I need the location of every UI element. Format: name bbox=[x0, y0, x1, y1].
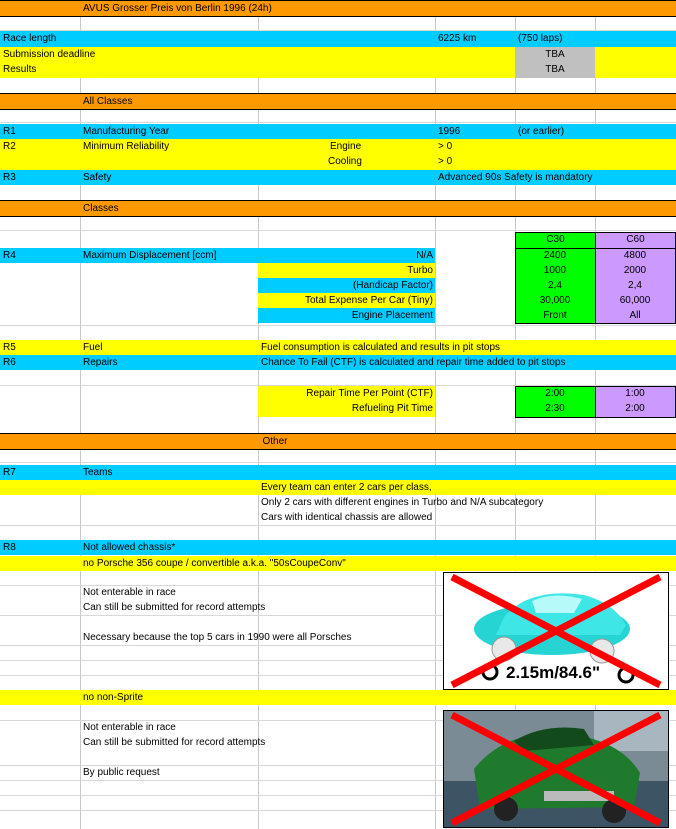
rule-value: Fuel consumption is calculated and results in pit stops bbox=[261, 342, 501, 353]
r7-line-1 bbox=[0, 480, 676, 495]
engine-value: > 0 bbox=[438, 141, 453, 152]
porsche-heading-row bbox=[0, 556, 676, 571]
rule-id: R8 bbox=[3, 542, 16, 553]
section-classes bbox=[0, 200, 676, 217]
spec-c30: Front bbox=[543, 310, 567, 321]
rule-id: R3 bbox=[3, 172, 16, 183]
cooling-value: > 0 bbox=[438, 156, 453, 167]
section-all-classes-label: All Classes bbox=[83, 96, 133, 107]
r6-row bbox=[0, 355, 676, 370]
race-length-row bbox=[0, 31, 676, 47]
spec-c30: 2400 bbox=[543, 250, 567, 261]
porsche-image-caption: 2.15m/84.6" bbox=[506, 663, 601, 682]
sprite-note: By public request bbox=[83, 767, 160, 778]
rule-label: Teams bbox=[83, 467, 113, 478]
rule-note: (or earlier) bbox=[518, 126, 565, 137]
race-length-km: 6225 km bbox=[438, 33, 477, 44]
page-title: AVUS Grosser Preis von Berlin 1996 (24h) bbox=[83, 3, 272, 14]
r3-row bbox=[0, 170, 676, 185]
rule-label: Minimum Reliability bbox=[83, 141, 170, 152]
spec-c30: 2,4 bbox=[548, 280, 562, 291]
section-all-classes bbox=[0, 93, 676, 110]
class-header-label: C60 bbox=[626, 234, 645, 245]
r5-row bbox=[0, 340, 676, 355]
rule-label: Repairs bbox=[83, 357, 118, 368]
rule-value: 1996 bbox=[438, 126, 461, 137]
rule-label: Maximum Displacement [ccm] bbox=[83, 250, 217, 261]
rule-id: R6 bbox=[3, 357, 16, 368]
r7-row bbox=[0, 465, 676, 480]
section-classes-label: Classes bbox=[83, 203, 119, 214]
sprite-note: Not enterable in race bbox=[83, 722, 176, 733]
team-rule-line: Cars with identical chassis are allowed bbox=[261, 512, 433, 523]
spec-c60: All bbox=[629, 310, 641, 321]
rule-id: R7 bbox=[3, 467, 16, 478]
sprite-heading-row bbox=[0, 690, 676, 705]
spec-c30: 1000 bbox=[543, 265, 567, 276]
section-other bbox=[0, 433, 676, 450]
pit-label: Repair Time Per Point (CTF) bbox=[306, 388, 433, 399]
submission-label: Submission deadline bbox=[3, 49, 96, 60]
pit-c30: 2:30 bbox=[545, 403, 565, 414]
r4-block bbox=[0, 248, 676, 324]
porsche-heading: no Porsche 356 coupe / convertible a.k.a. "50sCoupeConv" bbox=[83, 558, 346, 569]
spec-label: Total Expense Per Car (Tiny) bbox=[304, 295, 433, 306]
spec-c60: 2000 bbox=[623, 265, 647, 276]
class-header-c60 bbox=[595, 232, 676, 249]
spec-label: Turbo bbox=[407, 265, 433, 276]
spec-c60: 4800 bbox=[623, 250, 647, 261]
r8-row bbox=[0, 540, 676, 555]
rule-id: R2 bbox=[3, 141, 16, 152]
class-header-label: C30 bbox=[546, 234, 565, 245]
spec-label: Engine Placement bbox=[351, 310, 433, 321]
r1-row bbox=[0, 124, 676, 139]
pit-c30: 2:00 bbox=[545, 388, 565, 399]
green-car-image bbox=[443, 710, 669, 828]
title-row bbox=[0, 0, 676, 17]
submission-row bbox=[0, 47, 676, 78]
porsche-note: Necessary because the top 5 cars in 1990 were all Porsches bbox=[83, 632, 352, 643]
rule-label: Fuel bbox=[83, 342, 103, 353]
rule-label: Safety bbox=[83, 172, 112, 183]
sprite-note: Can still be submitted for record attempts bbox=[83, 737, 266, 748]
spec-c30: 30,000 bbox=[539, 295, 571, 306]
spec-c60: 60,000 bbox=[619, 295, 651, 306]
r2-row bbox=[0, 139, 676, 170]
cooling-label: Cooling bbox=[328, 156, 362, 167]
pit-block bbox=[0, 386, 676, 418]
race-length-label: Race length bbox=[3, 33, 57, 44]
green-car-drawing bbox=[444, 711, 668, 827]
porsche-356-image bbox=[443, 572, 669, 690]
rule-id: R1 bbox=[3, 126, 16, 137]
class-header-c30 bbox=[515, 232, 596, 249]
section-other-label: Other bbox=[262, 436, 288, 447]
rule-id: R5 bbox=[3, 342, 16, 353]
spec-label: (Handicap Factor) bbox=[352, 280, 433, 291]
rule-label: Manufacturing Year bbox=[83, 126, 170, 137]
race-length-laps: (750 laps) bbox=[518, 33, 563, 44]
team-rule-line: Only 2 cars with different engines in Turbo and N/A subcategory bbox=[261, 497, 544, 508]
submission-value: TBA bbox=[545, 49, 565, 60]
spec-label: N/A bbox=[416, 250, 433, 261]
pit-c60: 1:00 bbox=[625, 388, 645, 399]
rule-label: Not allowed chassis* bbox=[83, 542, 176, 553]
team-rule-line: Every team can enter 2 cars per class, bbox=[261, 482, 432, 493]
porsche-note: Can still be submitted for record attempts bbox=[83, 602, 266, 613]
results-value: TBA bbox=[545, 64, 565, 75]
results-label: Results bbox=[3, 64, 37, 75]
pit-c60: 2:00 bbox=[625, 403, 645, 414]
rule-value: Advanced 90s Safety is mandatory bbox=[438, 172, 593, 183]
rule-value: Chance To Fail (CTF) is calculated and repair time added to pit stops bbox=[261, 357, 566, 368]
spec-c60: 2,4 bbox=[628, 280, 642, 291]
engine-label: Engine bbox=[330, 141, 362, 152]
pit-label: Refueling Pit Time bbox=[351, 403, 433, 414]
porsche-note: Not enterable in race bbox=[83, 587, 176, 598]
sprite-heading: no non-Sprite bbox=[83, 692, 144, 703]
rule-id: R4 bbox=[3, 250, 16, 261]
